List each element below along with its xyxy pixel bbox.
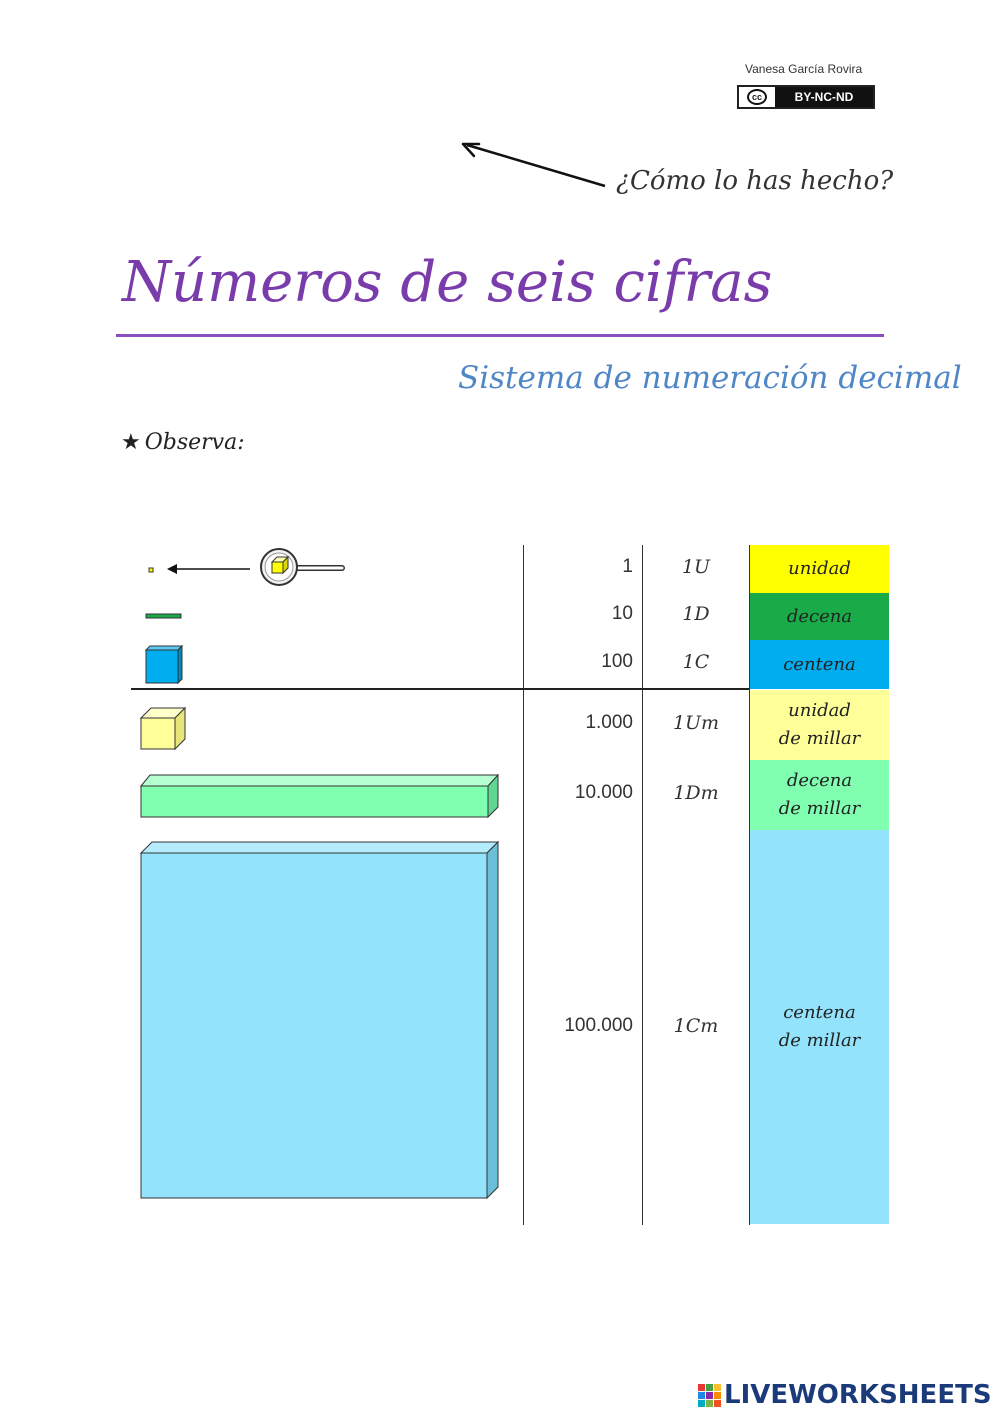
value-cell: 100: [601, 651, 633, 672]
band-label: de millar: [778, 1030, 861, 1051]
big-block-icon: [141, 842, 498, 1198]
value-cell: 10.000: [574, 782, 633, 803]
liveworksheets-logo-icon: [698, 1383, 722, 1407]
column-divider: [749, 545, 750, 1225]
cube-icon: [141, 708, 185, 749]
band-label: decena: [786, 605, 853, 627]
license-label: BY-NC-ND: [775, 87, 873, 107]
rod-icon: [146, 614, 181, 618]
abbr-cell: 1Cm: [673, 1015, 719, 1037]
flat-icon: [146, 646, 182, 683]
band-label: unidad: [788, 700, 851, 721]
band-label: centena: [783, 653, 856, 675]
band-label: decena: [786, 770, 853, 791]
cc-icon: cc: [747, 89, 767, 105]
unit-cube-icon: [149, 568, 153, 572]
liveworksheets-brand: LIVEWORKSHEETS: [724, 1380, 992, 1410]
license-badge: [737, 85, 875, 109]
page-title: Números de seis cifras: [122, 250, 773, 315]
value-cell: 1: [622, 556, 633, 577]
column-divider: [642, 545, 643, 1225]
abbr-cell: 1D: [682, 603, 710, 625]
question-text: ¿Cómo lo has hecho?: [616, 166, 894, 196]
band-decena: [750, 593, 889, 640]
zoom-arrow-icon: [167, 564, 250, 574]
base-ten-blocks: [130, 540, 520, 1210]
value-cell: 10: [611, 603, 633, 624]
band-centena-de-millar: [750, 830, 889, 1224]
long-bar-icon: [141, 775, 498, 817]
abbr-cell: 1C: [682, 651, 710, 673]
abbr-cell: 1Um: [672, 712, 720, 734]
band-unidad: [750, 545, 889, 593]
value-cell: 1.000: [585, 712, 633, 733]
value-cell: 100.000: [564, 1015, 633, 1036]
observe-heading: [121, 430, 245, 455]
abbr-cell: 1U: [681, 556, 711, 578]
band-label: unidad: [788, 558, 851, 579]
band-decena-de-millar: [750, 760, 889, 830]
pointer-arrow-icon: [455, 135, 615, 195]
star-icon: ★: [121, 430, 141, 455]
column-divider: [523, 545, 524, 1225]
observe-label: Observa:: [144, 430, 245, 455]
band-label: de millar: [778, 728, 861, 749]
band-label: centena: [783, 1002, 856, 1023]
magnifier-icon: [261, 549, 342, 585]
page-subtitle: Sistema de numeración decimal: [458, 360, 962, 396]
title-divider: [116, 334, 884, 337]
band-centena: [750, 640, 889, 689]
author-name: Vanesa García Rovira: [745, 62, 863, 76]
abbr-cell: 1Dm: [673, 782, 719, 804]
liveworksheets-logo: [698, 1380, 992, 1410]
band-label: de millar: [778, 798, 861, 819]
band-unidad-de-millar: [750, 690, 889, 760]
